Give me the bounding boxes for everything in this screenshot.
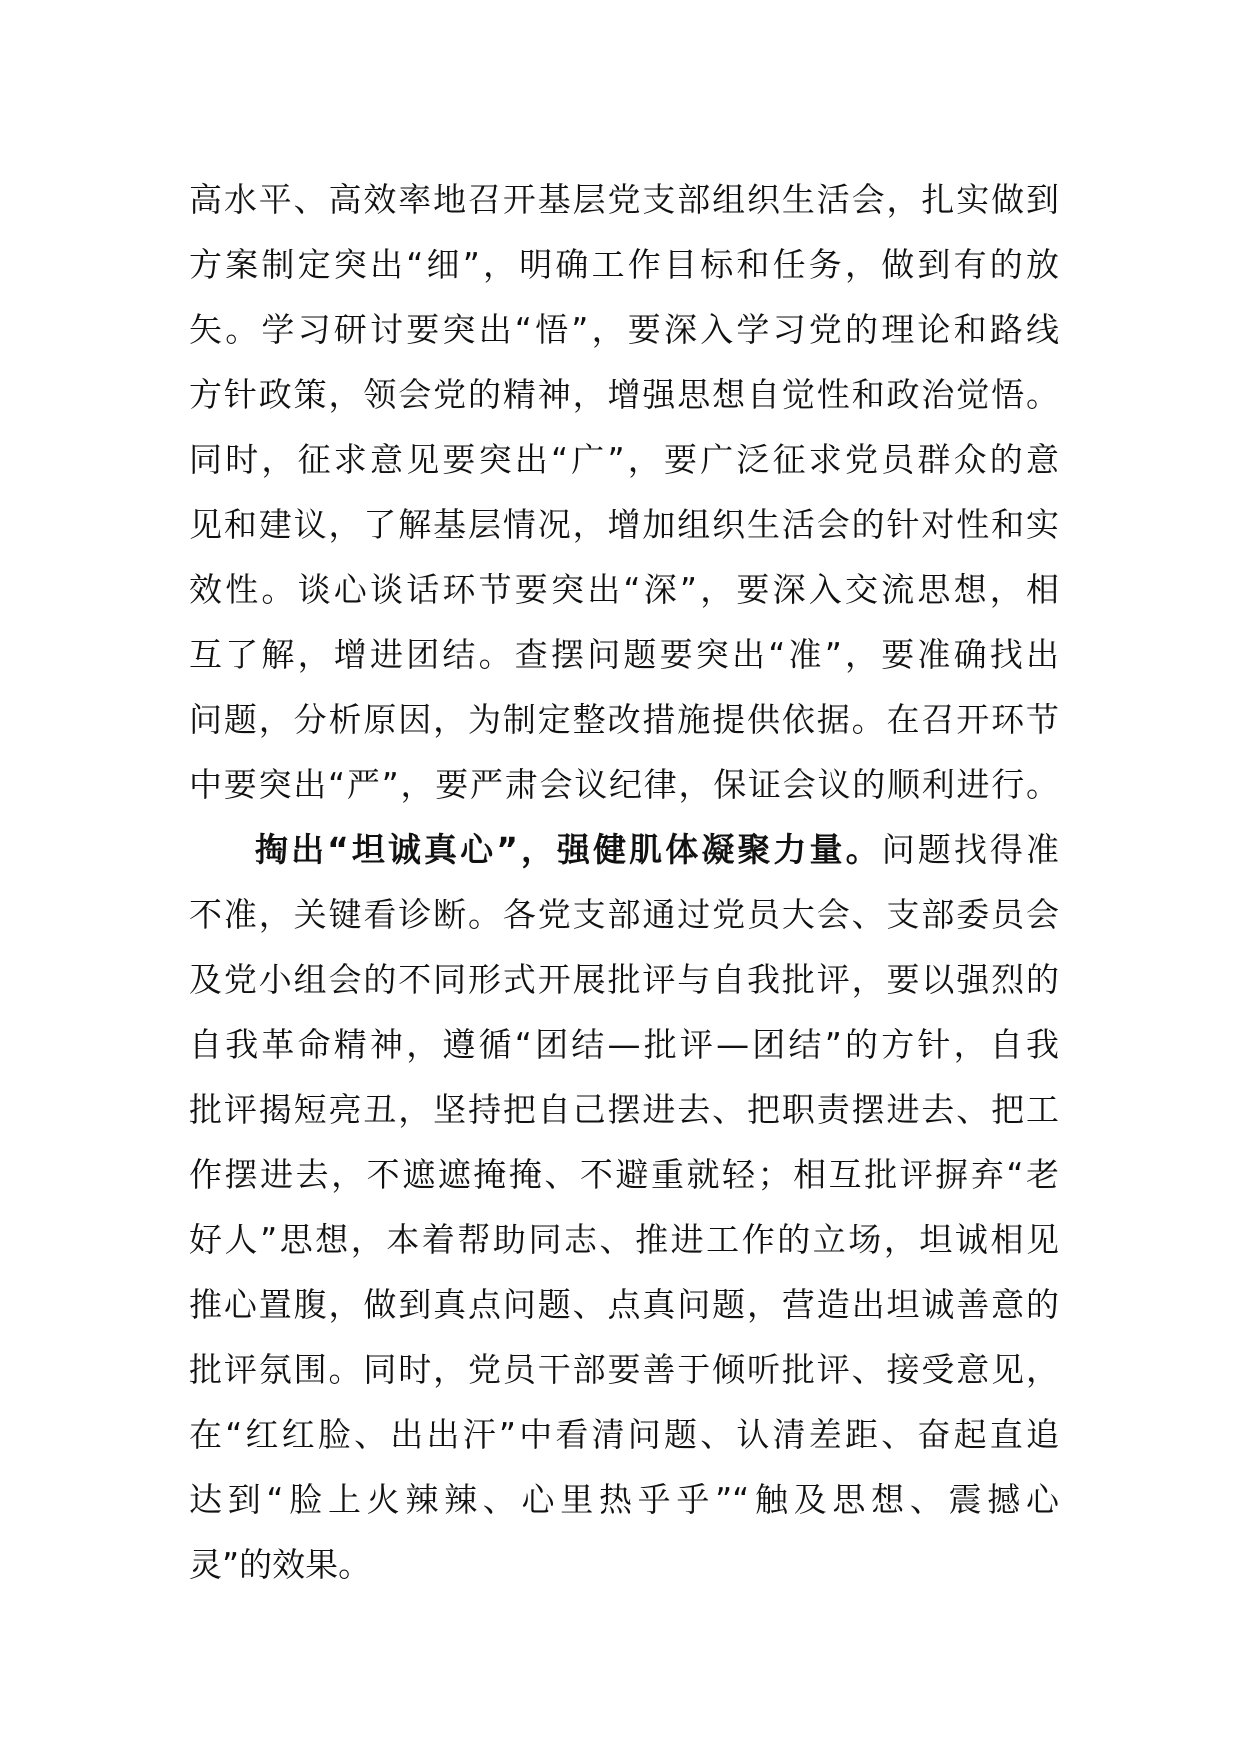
paragraph-heading: 掏出“坦诚真心”，强健肌体凝聚力量。 — [255, 830, 882, 869]
paragraph-2-line: 作摆进去，不遮遮掩掩、不避重就轻；相互批评摒弃“老 — [189, 1155, 1059, 1194]
paragraph-2 — [189, 817, 1059, 1597]
paragraph-2-line: 灵”的效果。 — [189, 1545, 372, 1584]
paragraph-1-line: 中要突出“严”，要严肃会议纪律，保证会议的顺利进行。 — [189, 765, 1059, 804]
paragraph-1-line: 见和建议，了解基层情况，增加组织生活会的针对性和实 — [189, 505, 1059, 544]
paragraph-1 — [189, 167, 1059, 817]
paragraph-2-line: 及党小组会的不同形式开展批评与自我批评，要以强烈的 — [189, 960, 1059, 999]
paragraph-2-line: 批评氛围。同时，党员干部要善于倾听批评、接受意见， — [189, 1350, 1059, 1389]
paragraph-1-line: 问题，分析原因，为制定整改措施提供依据。在召开环节 — [189, 700, 1059, 739]
paragraph-2-line: 在“红红脸、出出汗”中看清问题、认清差距、奋起直追 — [189, 1415, 1059, 1454]
paragraph-2-line: 不准，关键看诊断。各党支部通过党员大会、支部委员会 — [189, 895, 1059, 934]
paragraph-2-line: 自我革命精神，遵循“团结—批评—团结”的方针，自我 — [189, 1025, 1059, 1064]
paragraph-1-line: 效性。谈心谈话环节要突出“深”，要深入交流思想，相 — [189, 570, 1059, 609]
paragraph-1-line: 方针政策，领会党的精神，增强思想自觉性和政治觉悟。 — [189, 375, 1059, 414]
paragraph-2-line: 推心置腹，做到真点问题、点真问题，营造出坦诚善意的 — [189, 1285, 1059, 1324]
paragraph-1-line: 高水平、高效率地召开基层党支部组织生活会，扎实做到 — [189, 180, 1059, 219]
paragraph-1-line: 矢。学习研讨要突出“悟”，要深入学习党的理论和路线 — [189, 310, 1059, 349]
paragraph-1-line: 方案制定突出“细”，明确工作目标和任务，做到有的放 — [189, 245, 1059, 284]
paragraph-1-line: 互了解，增进团结。查摆问题要突出“准”，要准确找出 — [189, 635, 1059, 674]
paragraph-2-first-line-text: 问题找得准 — [881, 830, 1059, 869]
paragraph-2-line: 好人”思想，本着帮助同志、推进工作的立场，坦诚相见 — [189, 1220, 1059, 1259]
paragraph-2-first-line — [189, 817, 1059, 882]
paragraph-2-line: 达到“脸上火辣辣、心里热乎乎”“触及思想、震撼心 — [189, 1480, 1059, 1519]
paragraph-1-line: 同时，征求意见要突出“广”，要广泛征求党员群众的意 — [189, 440, 1059, 479]
paragraph-2-line: 批评揭短亮丑，坚持把自己摆进去、把职责摆进去、把工 — [189, 1090, 1059, 1129]
